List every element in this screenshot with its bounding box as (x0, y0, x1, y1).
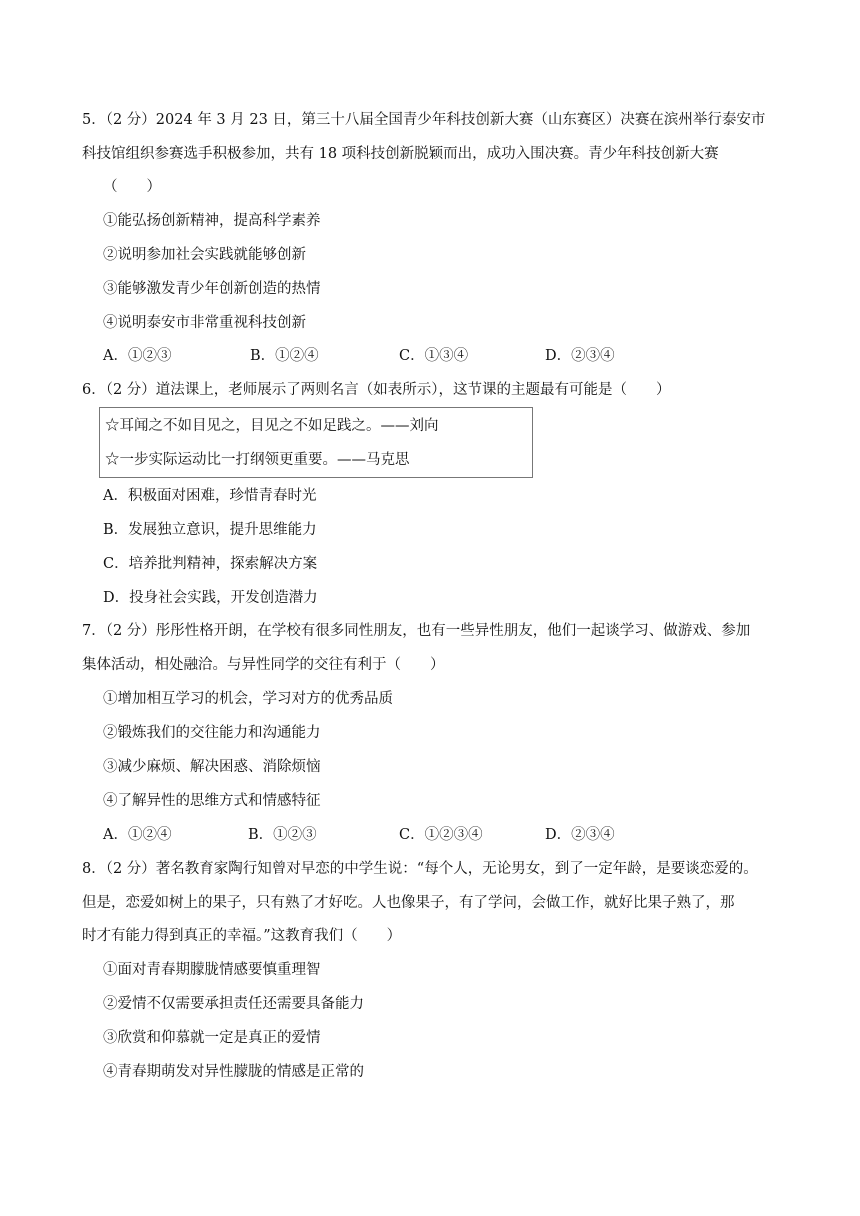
question-7-option-c: C．①②③④ (399, 827, 483, 843)
question-6-option-b: B．发展独立意识，提升思维能力 (103, 522, 317, 538)
question-8-stem-line-2: 但是，恋爱如树上的果子，只有熟了才好吃。人也像果子，有了学问，会做工作，就好比果子熟了，那 (82, 895, 735, 911)
question-8-stem-line-1: 8．（2 分）著名教育家陶行知曾对早恋的中学生说：“每个人，无论男女，到了一定年龄，是要谈恋爱的。 (82, 861, 758, 877)
question-7-statement-1: ①增加相互学习的机会，学习对方的优秀品质 (103, 691, 393, 707)
question-6-option-d: D．投身社会实践，开发创造潜力 (103, 590, 318, 606)
question-8-statement-1: ①面对青春期朦胧情感要慎重理智 (103, 962, 321, 978)
question-5-option-a: A．①②③ (103, 348, 172, 364)
question-6-option-a: A．积极面对困难，珍惜青春时光 (103, 488, 317, 504)
question-7-statement-3: ③减少麻烦、解决困惑、消除烦恼 (103, 759, 321, 775)
question-8-statement-2: ②爱情不仅需要承担责任还需要具备能力 (103, 996, 364, 1012)
question-7-stem-line-2: 集体活动，相处融洽。与异性同学的交往有利于（ ） (82, 657, 445, 673)
question-8-stem-line-3: 时才有能力得到真正的幸福。”这教育我们（ ） (82, 928, 402, 944)
question-5-answer-blank: （ ） (103, 179, 161, 195)
question-8-statement-4: ④青春期萌发对异性朦胧的情感是正常的 (103, 1064, 364, 1080)
question-7-statement-2: ②锻炼我们的交往能力和沟通能力 (103, 725, 321, 741)
question-5-statement-1: ①能弘扬创新精神，提高科学素养 (103, 213, 321, 229)
question-5-option-d: D．②③④ (545, 348, 615, 364)
question-8-statement-3: ③欣赏和仰慕就一定是真正的爱情 (103, 1030, 321, 1046)
quote-table (99, 407, 533, 478)
question-5-stem-line-2: 科技馆组织参赛选手积极参加，共有 18 项科技创新脱颖而出，成功入围决赛。青少年科技创新大赛 (82, 146, 719, 162)
question-7-stem-line-1: 7．（2 分）彤彤性格开朗，在学校有很多同性朋友，也有一些异性朋友，他们一起谈学习、做游戏、参加 (82, 623, 751, 639)
question-5-statement-4: ④说明泰安市非常重视科技创新 (103, 315, 306, 331)
question-7-option-a: A．①②④ (103, 827, 172, 843)
quote-1: ☆耳闻之不如目见之，目见之不如足践之。——刘向 (105, 418, 439, 434)
question-6-stem: 6．（2 分）道法课上，老师展示了两则名言（如表所示），这节课的主题最有可能是（ ） (82, 382, 671, 398)
question-7-option-b: B．①②③ (248, 827, 317, 843)
question-6-option-c: C．培养批判精神，探索解决方案 (103, 556, 318, 572)
question-7-statement-4: ④了解异性的思维方式和情感特征 (103, 793, 321, 809)
question-5-option-c: C．①③④ (399, 348, 469, 364)
question-5-stem-line-1: 5．（2 分）2024 年 3 月 23 日，第三十八届全国青少年科技创新大赛（山东赛区）决赛在滨州举行泰安市 (82, 112, 766, 128)
question-5-statement-2: ②说明参加社会实践就能够创新 (103, 247, 306, 263)
question-5-option-b: B．①②④ (250, 348, 319, 364)
question-5-statement-3: ③能够激发青少年创新创造的热情 (103, 281, 321, 297)
quote-2: ☆一步实际运动比一打纲领更重要。——马克思 (105, 452, 410, 468)
question-7-option-d: D．②③④ (545, 827, 615, 843)
